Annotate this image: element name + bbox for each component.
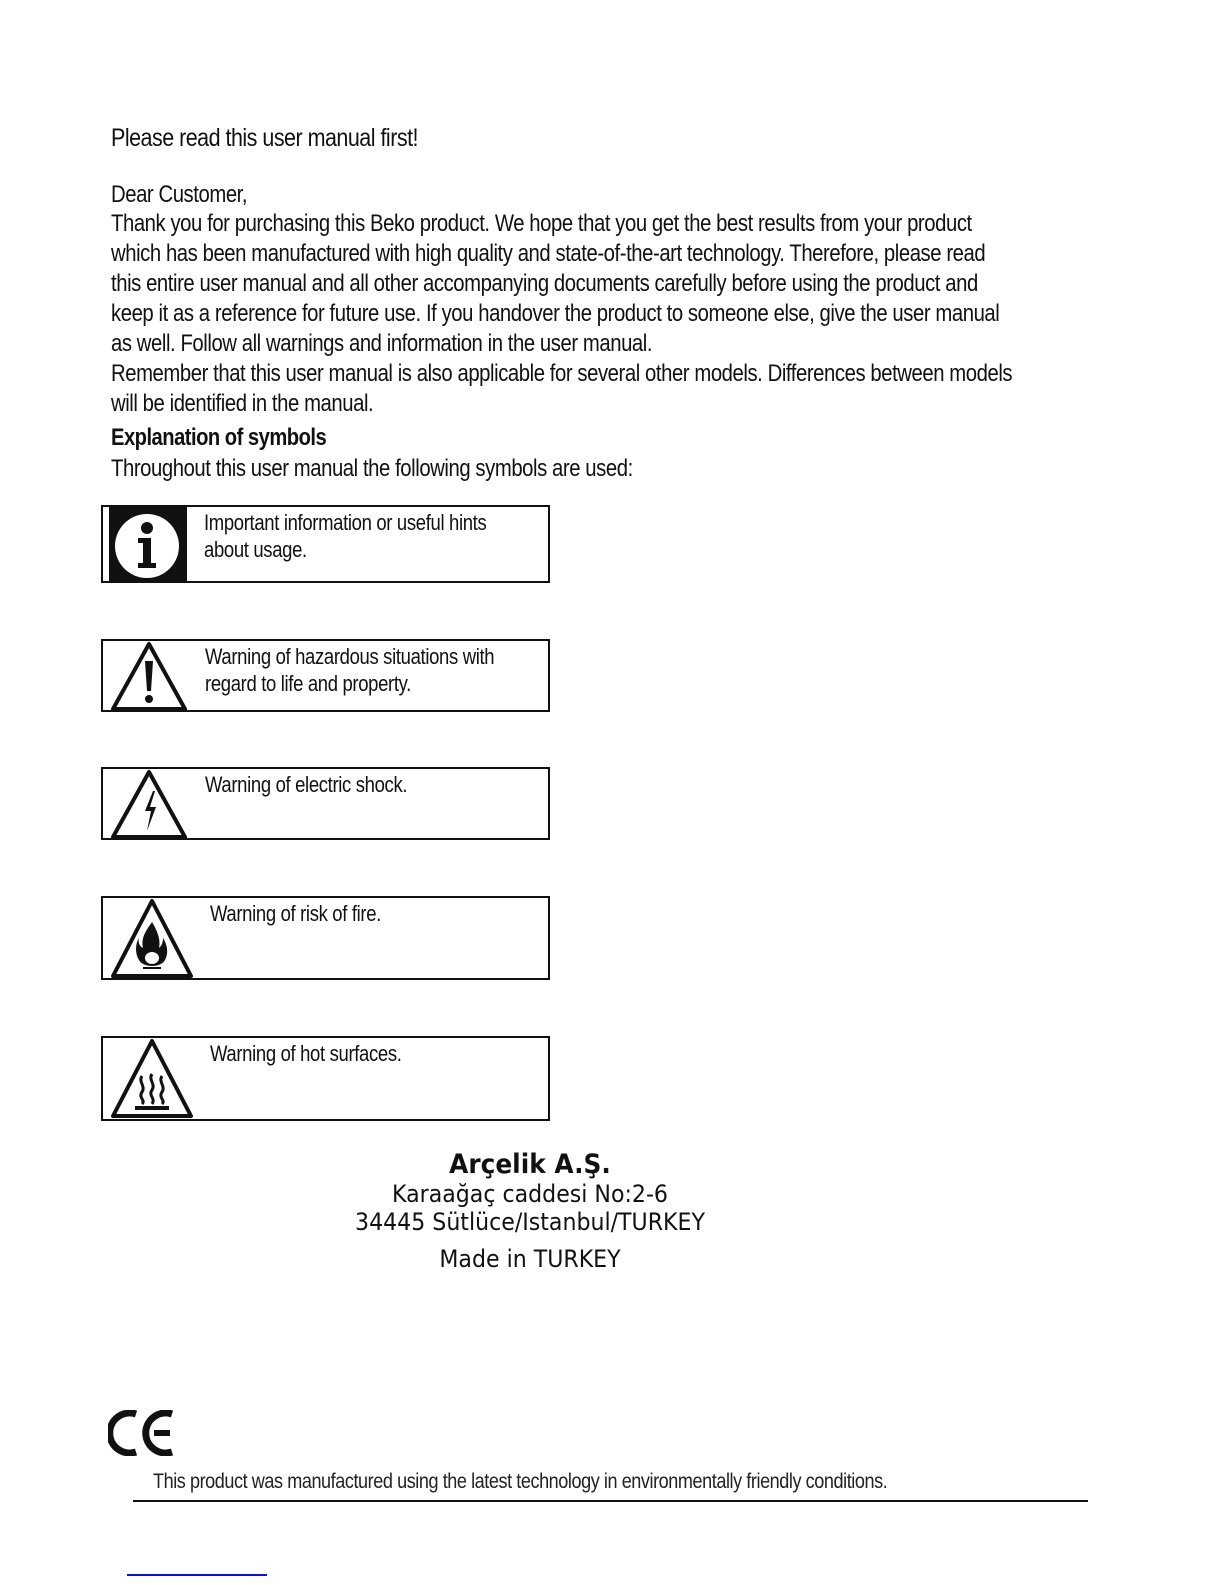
footer-divider	[133, 1500, 1088, 1502]
electric-shock-icon	[109, 769, 189, 844]
ce-mark-icon	[108, 1410, 176, 1461]
symbol-description: Warning of risk of fire.	[210, 901, 381, 926]
intro-paragraph	[111, 209, 1012, 419]
company-address	[0, 1150, 1060, 1274]
symbols-intro: Throughout this user manual the following symbols are used:	[111, 455, 633, 482]
intro-line: keep it as a reference for future use. If you handover the product to someone else, give the user manual	[111, 300, 1000, 327]
made-in: Made in TURKEY	[439, 1245, 621, 1273]
environmental-statement: This product was manufactured using the latest technology in environmentally friendly conditions.	[153, 1470, 888, 1493]
symbol-box-info	[101, 505, 550, 583]
symbol-description: about usage.	[204, 537, 307, 562]
symbols-heading: Explanation of symbols	[111, 424, 327, 451]
symbol-description: regard to life and property.	[205, 671, 411, 696]
greeting: Dear Customer,	[111, 181, 248, 208]
symbol-box-hazard	[101, 639, 550, 712]
symbol-description: Warning of hazardous situations with	[205, 644, 495, 669]
symbol-description: Warning of electric shock.	[205, 772, 408, 797]
intro-line: Thank you for purchasing this Beko product. We hope that you get the best results from your product	[111, 210, 972, 237]
fire-icon	[109, 898, 195, 983]
intro-line: this entire user manual and all other accompanying documents carefully before using the product and	[111, 270, 978, 297]
company-name: Arçelik A.Ş.	[449, 1149, 611, 1180]
hot-surface-icon	[109, 1038, 195, 1123]
intro-line: will be identified in the manual.	[111, 390, 374, 417]
intro-line: which has been manufactured with high quality and state-of-the-art technology. Therefore, please read	[111, 240, 986, 267]
symbol-description: Warning of hot surfaces.	[210, 1041, 402, 1066]
company-street: Karaağaç caddesi No:2-6	[392, 1180, 668, 1208]
page-title: Please read this user manual first!	[111, 124, 418, 152]
link-underline[interactable]	[127, 1574, 267, 1576]
symbol-description: Important information or useful hints	[204, 510, 487, 535]
symbol-box-fire	[101, 896, 550, 980]
company-city: 34445 Sütlüce/Istanbul/TURKEY	[355, 1208, 705, 1236]
symbol-box-electric-shock	[101, 767, 550, 840]
info-icon	[109, 507, 187, 586]
warning-exclamation-icon	[109, 641, 189, 716]
intro-line: as well. Follow all warnings and information in the user manual.	[111, 330, 653, 357]
intro-line: Remember that this user manual is also applicable for several other models. Differences between models	[111, 360, 1013, 387]
symbol-box-hot-surface	[101, 1036, 550, 1121]
